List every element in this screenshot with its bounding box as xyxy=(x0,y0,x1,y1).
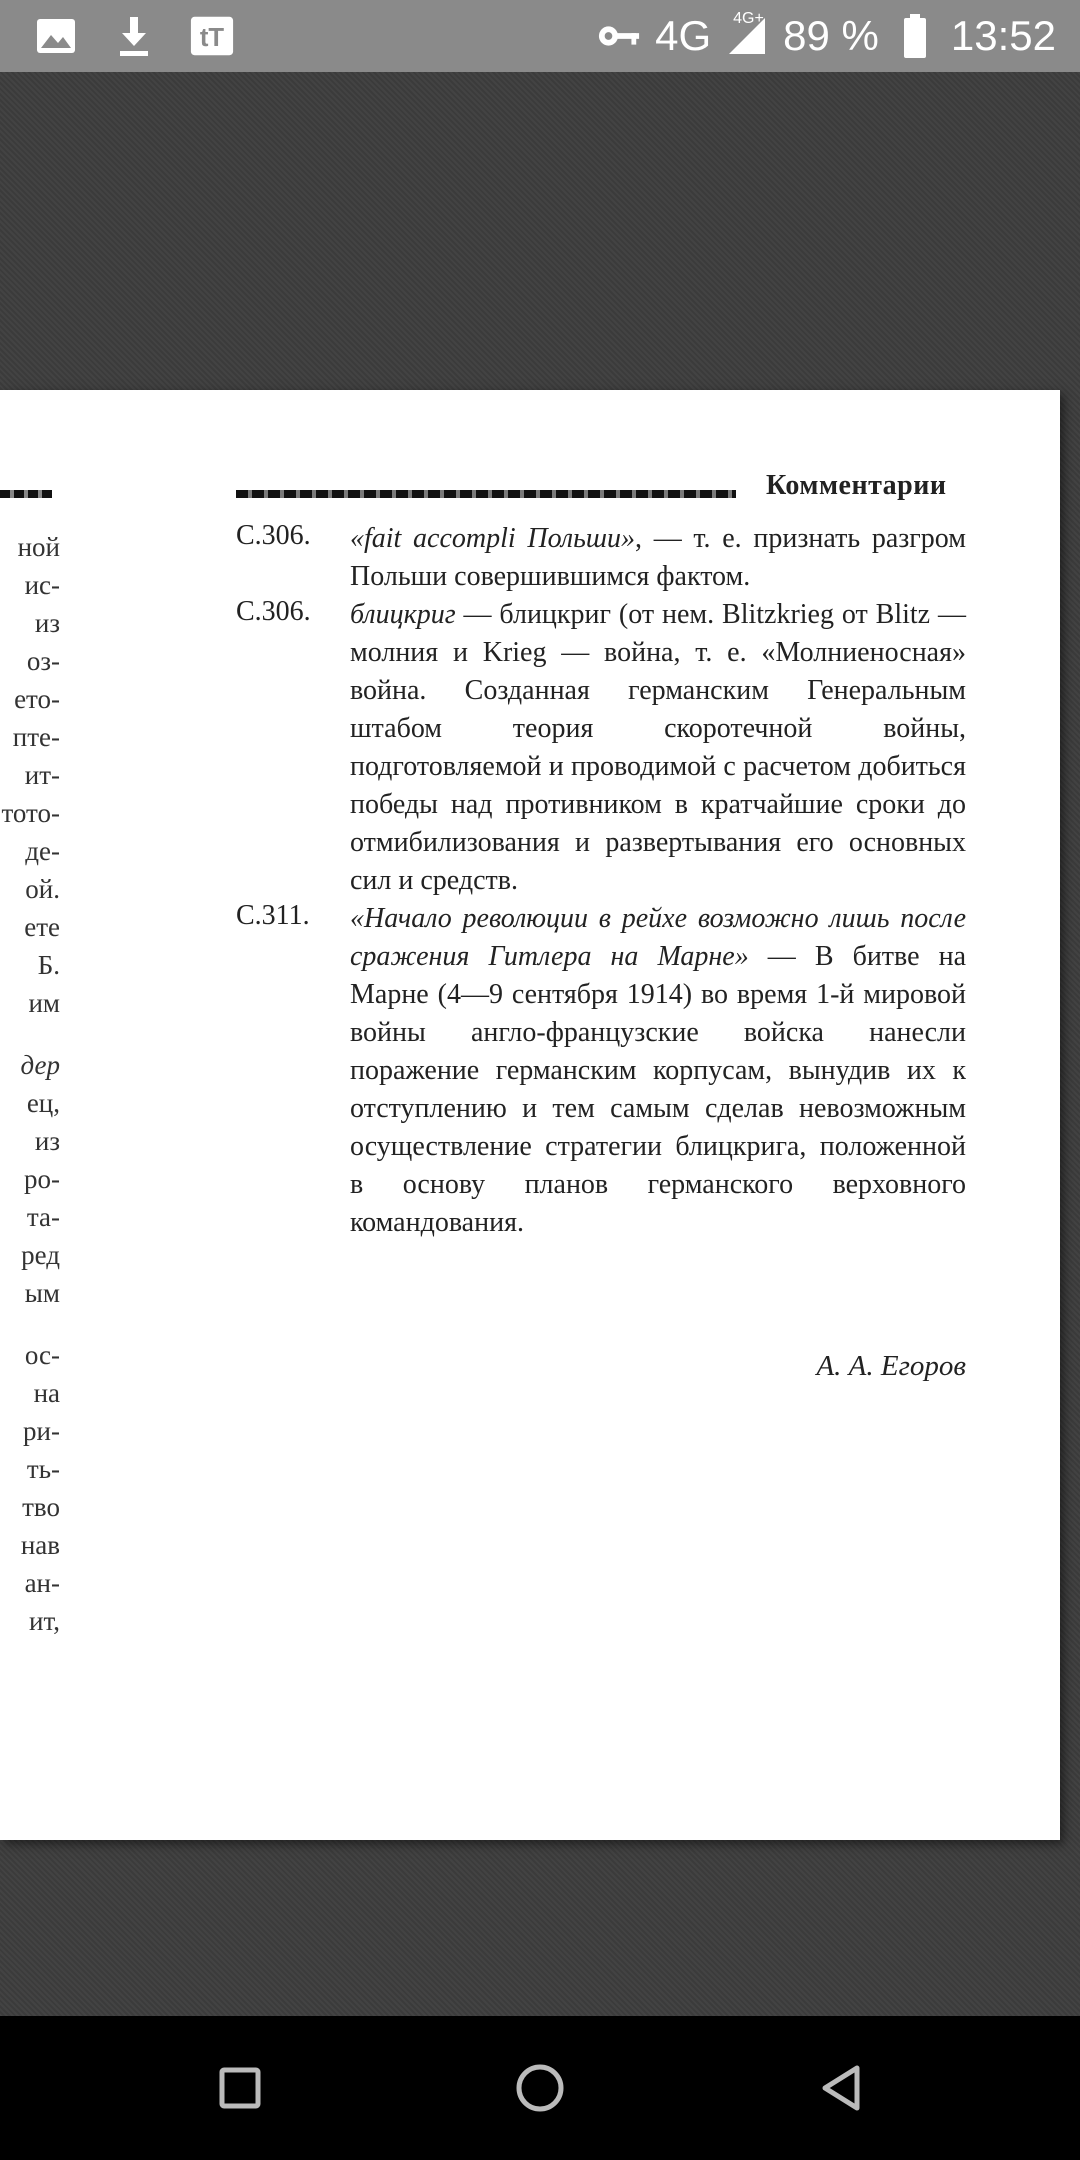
left-fragment: нав xyxy=(20,1530,60,1560)
page-reference: С.311. xyxy=(236,900,310,931)
entry-term: «fait accompli Польши» xyxy=(350,523,635,554)
page-reference: С.306. xyxy=(236,520,311,551)
navigation-bar xyxy=(0,2016,1080,2160)
entry-explanation: — блицкриг (от нем. Blitzkrieg от Blitz — молния и Krieg — война, т. е. «Молниеносная» война. Созданная германским Генеральным штабом теория скоротечной войны, подготовляемой и проводимой с расчетом добиться победы над противником в кратчайшие сроки до отмибилизования и развертывания его основных сил и средств. xyxy=(350,599,966,896)
left-fragment: де- xyxy=(25,836,60,866)
svg-text:tT: tT xyxy=(199,24,225,53)
battery-percent: 89 % xyxy=(783,12,879,59)
left-fragment: тво xyxy=(22,1492,60,1522)
left-fragment: ри- xyxy=(23,1416,60,1446)
previous-page-fragment xyxy=(0,390,60,1840)
entry-text xyxy=(350,520,966,596)
text-size-icon xyxy=(190,14,234,58)
left-fragment: ан- xyxy=(24,1568,60,1598)
left-fragment: ете xyxy=(24,912,60,942)
page-header: Комментарии xyxy=(766,470,947,501)
left-fragment: ро- xyxy=(24,1164,60,1194)
commentary-entries xyxy=(236,520,966,1242)
download-icon xyxy=(112,14,156,58)
recents-square-icon[interactable] xyxy=(208,2056,272,2120)
left-fragment: ной xyxy=(17,532,60,562)
left-fragment: ис- xyxy=(24,570,60,600)
entry-text xyxy=(350,900,966,1242)
left-fragment: ой. xyxy=(25,874,60,904)
back-triangle-icon[interactable] xyxy=(808,2056,872,2120)
left-fragment: им xyxy=(28,988,60,1018)
entry-explanation: — В битве на Марне (4—9 сентября 1914) во время 1-й мировой войны англо-французские войска нанесли поражение германским корпусам, вынудив их к отступлению и тем самым сделав невозможным осуществление стратегии блицкрига, положенной в основу планов германского верховного командования. xyxy=(350,941,966,1238)
commentary-entry xyxy=(236,520,966,596)
key-icon xyxy=(597,14,641,58)
left-fragment: та- xyxy=(26,1202,60,1232)
left-fragment: ето- xyxy=(14,684,60,714)
image-icon xyxy=(34,14,78,58)
entry-term: блицкриг xyxy=(350,599,456,630)
network-type: 4G 4G+ xyxy=(655,10,764,59)
left-fragment: пте- xyxy=(12,722,60,752)
author-signature: А. А. Егоров xyxy=(816,1350,966,1382)
book-page[interactable] xyxy=(0,390,1060,1840)
left-fragment: ым xyxy=(24,1278,60,1308)
left-fragment: ец, xyxy=(26,1088,60,1118)
left-fragment: ит- xyxy=(24,760,60,790)
header-rule xyxy=(236,490,736,498)
left-fragment: из xyxy=(34,1126,60,1156)
left-fragment: ит, xyxy=(29,1606,60,1636)
left-fragment: из xyxy=(34,608,60,638)
entry-text xyxy=(350,596,966,900)
page-reference: С.306. xyxy=(236,596,311,627)
reader-canvas[interactable] xyxy=(0,72,1080,2016)
left-fragment: ос- xyxy=(24,1340,60,1370)
left-fragment: тото- xyxy=(1,798,60,828)
left-fragment: на xyxy=(33,1378,60,1408)
battery-icon xyxy=(893,14,937,58)
entry-term: «Начало революции в рейхе возможно лишь после сражения Гитлера на Марне» xyxy=(350,903,966,972)
home-circle-icon[interactable] xyxy=(508,2056,572,2120)
left-fragment: дер xyxy=(20,1050,60,1080)
commentary-entry xyxy=(236,596,966,900)
left-fragment: ред xyxy=(21,1240,60,1270)
left-fragment: Б. xyxy=(37,950,60,980)
left-fragment: ть- xyxy=(26,1454,60,1484)
commentary-entry xyxy=(236,900,966,1242)
status-bar xyxy=(0,0,1080,72)
left-fragment: оз- xyxy=(26,646,60,676)
clock: 13:52 xyxy=(950,12,1056,59)
entry-explanation: , — т. е. признать разгром Польши совершившимся фактом. xyxy=(350,523,966,592)
